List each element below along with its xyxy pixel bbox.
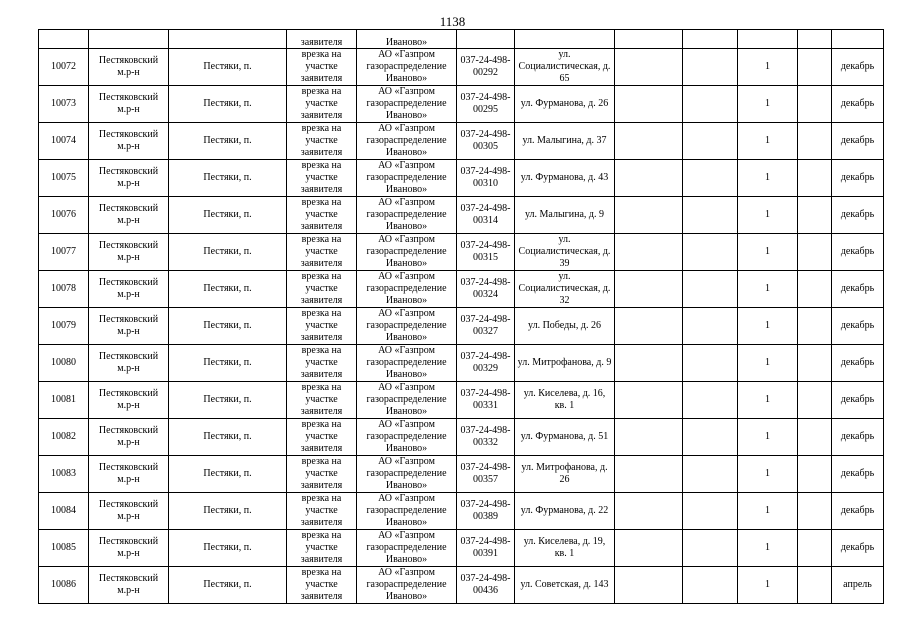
work-type-cell: врезка на участке заявителя	[287, 308, 357, 345]
month-cell: декабрь	[832, 160, 884, 197]
table-row	[39, 234, 884, 271]
empty-cell	[615, 345, 683, 382]
carryover-cell	[89, 30, 169, 49]
table-row	[39, 567, 884, 604]
row-number-cell: 10072	[39, 49, 89, 86]
district-cell: Пестяковский м.р-н	[89, 567, 169, 604]
address-cell: ул. Митрофанова, д. 9	[515, 345, 615, 382]
settlement-cell: Пестяки, п.	[169, 530, 287, 567]
empty-cell	[683, 493, 738, 530]
quantity-cell: 1	[738, 382, 798, 419]
quantity-cell: 1	[738, 197, 798, 234]
quantity-cell: 1	[738, 271, 798, 308]
carryover-cell	[738, 30, 798, 49]
empty-cell	[615, 567, 683, 604]
row-number-cell: 10076	[39, 197, 89, 234]
month-cell: декабрь	[832, 86, 884, 123]
quantity-cell: 1	[738, 123, 798, 160]
empty-cell	[615, 493, 683, 530]
work-type-cell: врезка на участке заявителя	[287, 493, 357, 530]
empty-cell	[615, 123, 683, 160]
address-cell: ул. Митрофанова, д. 26	[515, 456, 615, 493]
object-code-cell: 037-24-498-00324	[457, 271, 515, 308]
organization-cell: АО «Газпром газораспределение Иваново»	[357, 456, 457, 493]
month-cell: апрель	[832, 567, 884, 604]
page-number: 1138	[439, 14, 466, 29]
object-code-cell: 037-24-498-00329	[457, 345, 515, 382]
carryover-work-type: заявителя	[287, 30, 357, 49]
work-type-cell: врезка на участке заявителя	[287, 234, 357, 271]
quantity-cell: 1	[738, 345, 798, 382]
address-cell: ул. Малыгина, д. 9	[515, 197, 615, 234]
empty-cell	[683, 382, 738, 419]
empty-cell	[615, 86, 683, 123]
organization-cell: АО «Газпром газораспределение Иваново»	[357, 345, 457, 382]
settlement-cell: Пестяки, п.	[169, 382, 287, 419]
empty-cell	[615, 49, 683, 86]
quantity-cell: 1	[738, 456, 798, 493]
settlement-cell: Пестяки, п.	[169, 86, 287, 123]
district-cell: Пестяковский м.р-н	[89, 493, 169, 530]
district-cell: Пестяковский м.р-н	[89, 345, 169, 382]
district-cell: Пестяковский м.р-н	[89, 382, 169, 419]
carryover-cell	[169, 30, 287, 49]
carryover-cell	[683, 30, 738, 49]
object-code-cell: 037-24-498-00314	[457, 197, 515, 234]
carryover-cell	[457, 30, 515, 49]
row-number-cell: 10078	[39, 271, 89, 308]
row-number-cell: 10084	[39, 493, 89, 530]
empty-cell	[798, 234, 832, 271]
row-number-cell: 10077	[39, 234, 89, 271]
month-cell: декабрь	[832, 271, 884, 308]
quantity-cell: 1	[738, 419, 798, 456]
table-row	[39, 86, 884, 123]
empty-cell	[798, 49, 832, 86]
empty-cell	[798, 456, 832, 493]
work-type-cell: врезка на участке заявителя	[287, 530, 357, 567]
empty-cell	[615, 456, 683, 493]
row-number-cell: 10082	[39, 419, 89, 456]
gasification-registry-table	[38, 29, 884, 604]
settlement-cell: Пестяки, п.	[169, 123, 287, 160]
address-cell: ул. Социалистическая, д. 39	[515, 234, 615, 271]
empty-cell	[798, 123, 832, 160]
empty-cell	[615, 197, 683, 234]
district-cell: Пестяковский м.р-н	[89, 49, 169, 86]
settlement-cell: Пестяки, п.	[169, 308, 287, 345]
organization-cell: АО «Газпром газораспределение Иваново»	[357, 308, 457, 345]
month-cell: декабрь	[832, 308, 884, 345]
work-type-cell: врезка на участке заявителя	[287, 160, 357, 197]
address-cell: ул. Киселева, д. 16, кв. 1	[515, 382, 615, 419]
object-code-cell: 037-24-498-00315	[457, 234, 515, 271]
empty-cell	[798, 382, 832, 419]
carryover-cell	[39, 30, 89, 49]
empty-cell	[683, 456, 738, 493]
quantity-cell: 1	[738, 86, 798, 123]
month-cell: декабрь	[832, 345, 884, 382]
settlement-cell: Пестяки, п.	[169, 493, 287, 530]
settlement-cell: Пестяки, п.	[169, 271, 287, 308]
district-cell: Пестяковский м.р-н	[89, 234, 169, 271]
district-cell: Пестяковский м.р-н	[89, 197, 169, 234]
empty-cell	[798, 493, 832, 530]
empty-cell	[615, 160, 683, 197]
address-cell: ул. Победы, д. 26	[515, 308, 615, 345]
table-row	[39, 456, 884, 493]
organization-cell: АО «Газпром газораспределение Иваново»	[357, 382, 457, 419]
work-type-cell: врезка на участке заявителя	[287, 123, 357, 160]
empty-cell	[683, 345, 738, 382]
address-cell: ул. Малыгина, д. 37	[515, 123, 615, 160]
organization-cell: АО «Газпром газораспределение Иваново»	[357, 197, 457, 234]
address-cell: ул. Социалистическая, д. 32	[515, 271, 615, 308]
object-code-cell: 037-24-498-00327	[457, 308, 515, 345]
organization-cell: АО «Газпром газораспределение Иваново»	[357, 160, 457, 197]
object-code-cell: 037-24-498-00357	[457, 456, 515, 493]
empty-cell	[683, 234, 738, 271]
empty-cell	[683, 160, 738, 197]
empty-cell	[615, 419, 683, 456]
address-cell: ул. Советская, д. 143	[515, 567, 615, 604]
settlement-cell: Пестяки, п.	[169, 419, 287, 456]
address-cell: ул. Фурманова, д. 22	[515, 493, 615, 530]
settlement-cell: Пестяки, п.	[169, 567, 287, 604]
settlement-cell: Пестяки, п.	[169, 197, 287, 234]
month-cell: декабрь	[832, 197, 884, 234]
empty-cell	[615, 382, 683, 419]
quantity-cell: 1	[738, 160, 798, 197]
organization-cell: АО «Газпром газораспределение Иваново»	[357, 530, 457, 567]
district-cell: Пестяковский м.р-н	[89, 86, 169, 123]
district-cell: Пестяковский м.р-н	[89, 160, 169, 197]
district-cell: Пестяковский м.р-н	[89, 530, 169, 567]
organization-cell: АО «Газпром газораспределение Иваново»	[357, 567, 457, 604]
work-type-cell: врезка на участке заявителя	[287, 382, 357, 419]
empty-cell	[798, 567, 832, 604]
address-cell: ул. Киселева, д. 19, кв. 1	[515, 530, 615, 567]
empty-cell	[683, 530, 738, 567]
object-code-cell: 037-24-498-00292	[457, 49, 515, 86]
carryover-cell	[615, 30, 683, 49]
work-type-cell: врезка на участке заявителя	[287, 567, 357, 604]
row-number-cell: 10081	[39, 382, 89, 419]
month-cell: декабрь	[832, 49, 884, 86]
empty-cell	[798, 530, 832, 567]
carryover-row	[39, 30, 884, 49]
table-row	[39, 49, 884, 86]
month-cell: декабрь	[832, 382, 884, 419]
carryover-cell	[798, 30, 832, 49]
row-number-cell: 10085	[39, 530, 89, 567]
table-body	[39, 30, 884, 604]
work-type-cell: врезка на участке заявителя	[287, 456, 357, 493]
row-number-cell: 10086	[39, 567, 89, 604]
object-code-cell: 037-24-498-00391	[457, 530, 515, 567]
address-cell: ул. Социалистическая, д. 65	[515, 49, 615, 86]
empty-cell	[683, 49, 738, 86]
organization-cell: АО «Газпром газораспределение Иваново»	[357, 234, 457, 271]
empty-cell	[683, 123, 738, 160]
empty-cell	[615, 234, 683, 271]
quantity-cell: 1	[738, 530, 798, 567]
district-cell: Пестяковский м.р-н	[89, 123, 169, 160]
month-cell: декабрь	[832, 419, 884, 456]
table-row	[39, 493, 884, 530]
empty-cell	[798, 271, 832, 308]
table-row	[39, 382, 884, 419]
district-cell: Пестяковский м.р-н	[89, 308, 169, 345]
empty-cell	[798, 308, 832, 345]
empty-cell	[798, 160, 832, 197]
empty-cell	[798, 345, 832, 382]
settlement-cell: Пестяки, п.	[169, 160, 287, 197]
quantity-cell: 1	[738, 493, 798, 530]
object-code-cell: 037-24-498-00305	[457, 123, 515, 160]
work-type-cell: врезка на участке заявителя	[287, 419, 357, 456]
row-number-cell: 10073	[39, 86, 89, 123]
empty-cell	[798, 86, 832, 123]
empty-cell	[683, 308, 738, 345]
month-cell: декабрь	[832, 530, 884, 567]
table-row	[39, 197, 884, 234]
quantity-cell: 1	[738, 567, 798, 604]
carryover-cell	[515, 30, 615, 49]
district-cell: Пестяковский м.р-н	[89, 419, 169, 456]
row-number-cell: 10083	[39, 456, 89, 493]
empty-cell	[615, 308, 683, 345]
row-number-cell: 10079	[39, 308, 89, 345]
carryover-cell	[832, 30, 884, 49]
object-code-cell: 037-24-498-00310	[457, 160, 515, 197]
work-type-cell: врезка на участке заявителя	[287, 271, 357, 308]
empty-cell	[683, 271, 738, 308]
quantity-cell: 1	[738, 49, 798, 86]
organization-cell: АО «Газпром газораспределение Иваново»	[357, 86, 457, 123]
object-code-cell: 037-24-498-00436	[457, 567, 515, 604]
empty-cell	[798, 197, 832, 234]
settlement-cell: Пестяки, п.	[169, 49, 287, 86]
empty-cell	[615, 530, 683, 567]
address-cell: ул. Фурманова, д. 51	[515, 419, 615, 456]
empty-cell	[798, 419, 832, 456]
settlement-cell: Пестяки, п.	[169, 234, 287, 271]
object-code-cell: 037-24-498-00389	[457, 493, 515, 530]
month-cell: декабрь	[832, 493, 884, 530]
district-cell: Пестяковский м.р-н	[89, 271, 169, 308]
organization-cell: АО «Газпром газораспределение Иваново»	[357, 271, 457, 308]
empty-cell	[683, 86, 738, 123]
row-number-cell: 10080	[39, 345, 89, 382]
empty-cell	[683, 567, 738, 604]
month-cell: декабрь	[832, 234, 884, 271]
table-row	[39, 123, 884, 160]
quantity-cell: 1	[738, 308, 798, 345]
empty-cell	[683, 197, 738, 234]
address-cell: ул. Фурманова, д. 26	[515, 86, 615, 123]
empty-cell	[683, 419, 738, 456]
settlement-cell: Пестяки, п.	[169, 456, 287, 493]
quantity-cell: 1	[738, 234, 798, 271]
organization-cell: АО «Газпром газораспределение Иваново»	[357, 123, 457, 160]
object-code-cell: 037-24-498-00331	[457, 382, 515, 419]
table-row	[39, 308, 884, 345]
table-row	[39, 160, 884, 197]
table-row	[39, 419, 884, 456]
organization-cell: АО «Газпром газораспределение Иваново»	[357, 493, 457, 530]
object-code-cell: 037-24-498-00295	[457, 86, 515, 123]
empty-cell	[615, 271, 683, 308]
month-cell: декабрь	[832, 456, 884, 493]
organization-cell: АО «Газпром газораспределение Иваново»	[357, 49, 457, 86]
work-type-cell: врезка на участке заявителя	[287, 49, 357, 86]
row-number-cell: 10075	[39, 160, 89, 197]
carryover-organization: Иваново»	[357, 30, 457, 49]
work-type-cell: врезка на участке заявителя	[287, 86, 357, 123]
work-type-cell: врезка на участке заявителя	[287, 197, 357, 234]
table-row	[39, 345, 884, 382]
work-type-cell: врезка на участке заявителя	[287, 345, 357, 382]
row-number-cell: 10074	[39, 123, 89, 160]
organization-cell: АО «Газпром газораспределение Иваново»	[357, 419, 457, 456]
district-cell: Пестяковский м.р-н	[89, 456, 169, 493]
address-cell: ул. Фурманова, д. 43	[515, 160, 615, 197]
table-row	[39, 271, 884, 308]
settlement-cell: Пестяки, п.	[169, 345, 287, 382]
month-cell: декабрь	[832, 123, 884, 160]
object-code-cell: 037-24-498-00332	[457, 419, 515, 456]
table-row	[39, 530, 884, 567]
